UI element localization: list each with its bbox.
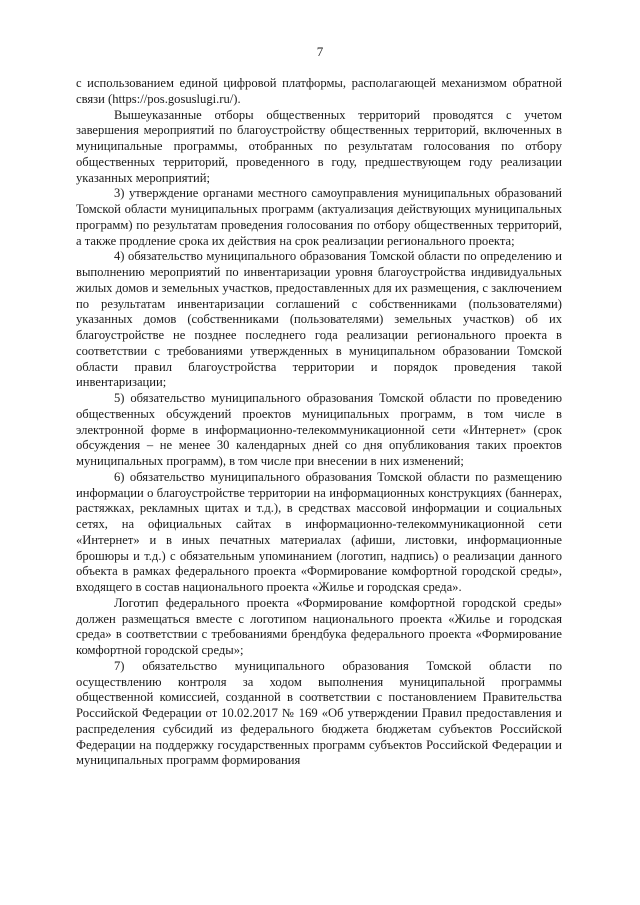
paragraph-item-5: 5) обязательство муниципального образования Томской области по проведению общественных обсуждений проектов муниципальных программ, в том числе в электронной форме в информационно-телекоммуникационной сети «Интернет» (срок обсуждения – не менее 30 календарных дней со дня опубликования таких проектов муниципальных программ), в том числе при внесении в них изменений;	[76, 391, 562, 468]
paragraph-selection-note: Вышеуказанные отборы общественных территорий проводятся с учетом завершения мероприятий по благоустройству общественных территорий, включенных в муниципальные программы, отобранных по результатам голосования по отбору общественных территорий, проведенного в году, предшествующем году реализации указанных мероприятий;	[76, 107, 562, 185]
paragraph-item-4: 4) обязательство муниципального образования Томской области по определению и выполнению мероприятий по инвентаризации уровня благоустройства индивидуальных жилых домов и земельных участков, предоставленных для их размещения, с заключением по результатам инвентаризации соглашений с собственниками (пользователями) указанных домов (собственниками (пользователями) земельных участков) об их благоустройстве не позднее последнего года реализации регионального проекта в соответствии с требованиями утвержденных в муниципальном образовании Томской области правил благоустройства территории и порядок проведения такой инвентаризации;	[76, 249, 562, 390]
paragraph-item-6: 6) обязательство муниципального образования Томской области по размещению информации о благоустройстве территории на информационных конструкциях (баннерах, растяжках, рекламных щитах и т.д.), в средствах массовой информации и социальных сетях, на официальных сайтах в информационно-телекоммуникационной сети «Интернет» и в иных печатных материалах (афиши, листовки, информационные брошюры и т.д.) с обязательным упоминанием (логотип, надпись) о реализации данного объекта в рамках федерального проекта «Формирование комфортной городской среды», входящего в состав национального проекта «Жилье и городская среда».	[76, 469, 562, 594]
paragraph-item-7: 7) обязательство муниципального образования Томской области по осуществлению контроля за ходом выполнения муниципальной программы общественной комиссией, созданной в соответствии с постановлением Правительства Российской Федерации от 10.02.2017 № 169 «Об утверждении Правил предоставления и распределения субсидий из федерального бюджета бюджетам субъектов Российской Федерации на поддержку государственных программ субъектов Российской Федерации и муниципальных программ формирования	[76, 658, 562, 768]
paragraph-item-3: 3) утверждение органами местного самоуправления муниципальных образований Томской области муниципальных программ (актуализация действующих муниципальных программ) по результатам проведения голосования по отбору общественных территорий, а также продление срока их действия на срок реализации регионального проекта;	[76, 186, 562, 248]
paragraph-continuation: с использованием единой цифровой платформы, располагающей механизмом обратной связи (https://pos.gosuslugi.ru/).	[76, 76, 562, 106]
paragraph-logo-note: Логотип федерального проекта «Формирование комфортной городской среды» должен размещаться вместе с логотипом национального проекта «Жилье и городская среда» в соответствии с требованиями брендбука федерального проекта «Формирование комфортной городской среды»;	[76, 595, 562, 657]
document-body	[76, 76, 562, 769]
page-number: 7	[316, 44, 324, 59]
